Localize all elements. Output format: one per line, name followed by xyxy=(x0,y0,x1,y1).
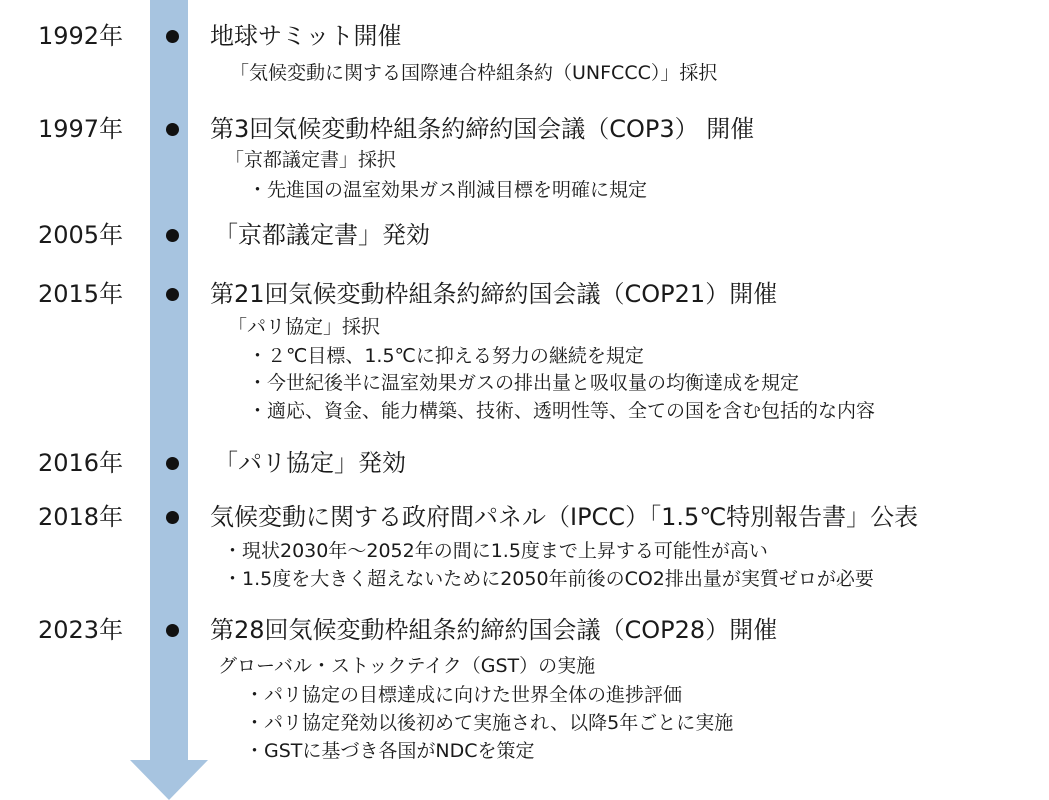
event-detail: ・GSTに基づき各国がNDCを策定 xyxy=(245,740,535,762)
timeline-arrow-shape xyxy=(130,0,208,800)
event-detail: ・今世紀後半に温室効果ガスの排出量と吸収量の均衡達成を規定 xyxy=(248,372,800,394)
event-detail: ・パリ協定の目標達成に向けた世界全体の進捗評価 xyxy=(245,684,683,706)
event-detail: グローバル・ストックテイク（GST）の実施 xyxy=(218,655,596,677)
event-detail: 「パリ協定」採択 xyxy=(228,316,381,338)
event-detail: 「京都議定書」採択 xyxy=(225,149,397,171)
event-title: 「京都議定書」発効 xyxy=(214,221,430,249)
bullet-dot xyxy=(166,511,179,524)
event-year: 2016年 xyxy=(38,449,124,477)
event-year: 1997年 xyxy=(38,115,124,143)
event-year: 2018年 xyxy=(38,503,124,531)
event-detail: ・先進国の温室効果ガス削減目標を明確に規定 xyxy=(248,179,648,201)
event-detail: ・パリ協定発効以後初めて実施され、以降5年ごとに実施 xyxy=(245,712,734,734)
bullet-dot xyxy=(166,123,179,136)
bullet-dot xyxy=(166,30,179,43)
bullet-dot xyxy=(166,229,179,242)
event-title: 「パリ協定」発効 xyxy=(214,449,406,477)
event-detail: ・２℃目標、1.5℃に抑える努力の継続を規定 xyxy=(248,345,644,367)
event-title: 第3回気候変動枠組条約締約国会議（COP3） 開催 xyxy=(210,115,755,143)
event-detail: ・現状2030年～2052年の間に1.5度まで上昇する可能性が高い xyxy=(223,540,768,562)
event-title: 第21回気候変動枠組条約締約国会議（COP21）開催 xyxy=(210,280,778,308)
event-detail: ・1.5度を大きく超えないために2050年前後のCO2排出量が実質ゼロが必要 xyxy=(223,568,874,590)
event-title: 地球サミット開催 xyxy=(210,22,402,50)
event-title: 気候変動に関する政府間パネル（IPCC）「1.5℃特別報告書」公表 xyxy=(210,503,919,531)
bullet-dot xyxy=(166,288,179,301)
bullet-dot xyxy=(166,624,179,637)
event-year: 2005年 xyxy=(38,221,124,249)
event-detail: 「気候変動に関する国際連合枠組条約（UNFCCC）」採択 xyxy=(230,62,718,84)
event-title: 第28回気候変動枠組条約締約国会議（COP28）開催 xyxy=(210,616,778,644)
event-year: 1992年 xyxy=(38,22,124,50)
event-detail: ・適応、資金、能力構築、技術、透明性等、全ての国を含む包括的な内容 xyxy=(248,400,876,422)
bullet-dot xyxy=(166,457,179,470)
event-year: 2023年 xyxy=(38,616,124,644)
event-year: 2015年 xyxy=(38,280,124,308)
